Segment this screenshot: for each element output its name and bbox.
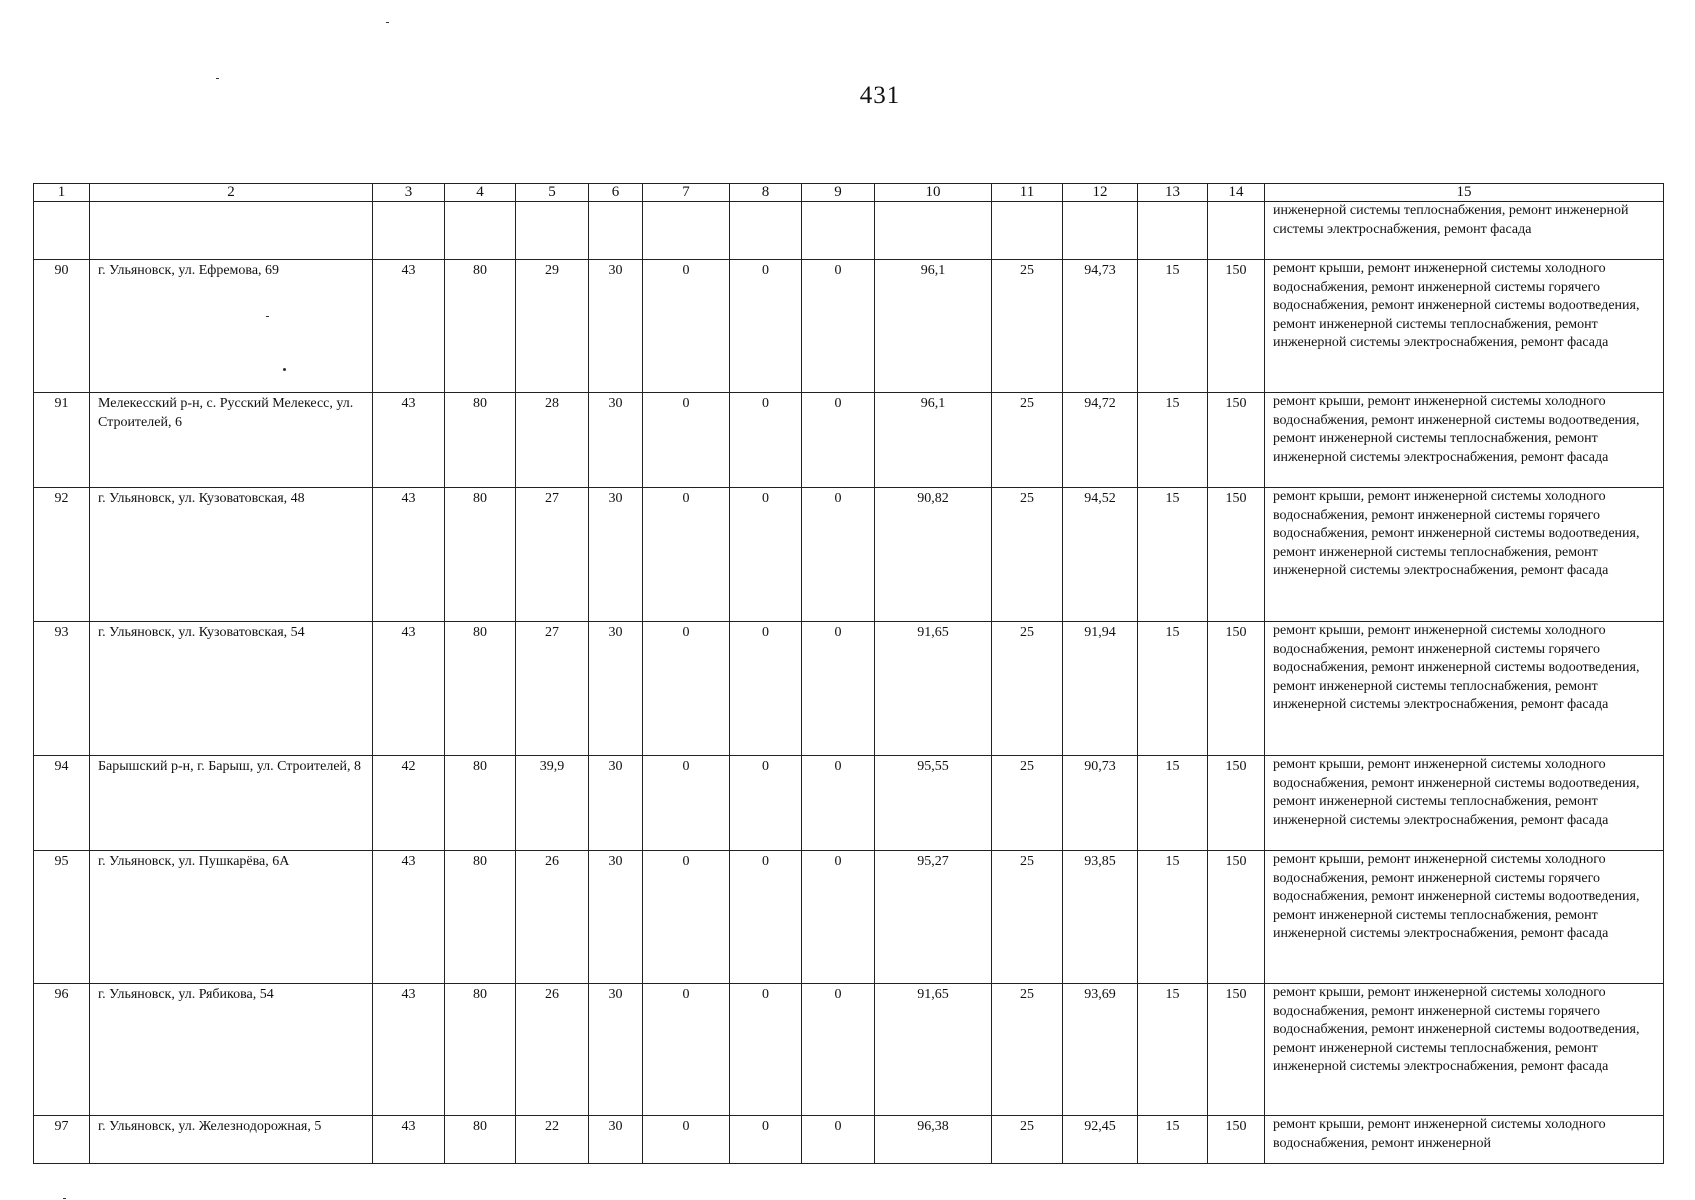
value-cell-c4: 80 — [445, 393, 516, 488]
value-cell-c11: 25 — [992, 851, 1063, 984]
value-cell-c12: 94,72 — [1063, 393, 1138, 488]
column-number: 9 — [802, 184, 875, 202]
address-cell: Мелекесский р-н, с. Русский Мелекесс, ул. Строителей, 6 — [90, 393, 373, 488]
value-cell-c4: 80 — [445, 1116, 516, 1164]
value-cell-c6: 30 — [589, 851, 643, 984]
value-cell-c10: 95,27 — [875, 851, 992, 984]
value-cell-c4: 80 — [445, 984, 516, 1116]
row-number-cell: 90 — [34, 260, 90, 393]
value-cell-c14: 150 — [1208, 984, 1265, 1116]
table-row — [34, 488, 1664, 622]
column-number: 15 — [1265, 184, 1664, 202]
works-cell: ремонт крыши, ремонт инженерной системы холодного водоснабжения, ремонт инженерной — [1265, 1116, 1664, 1164]
scan-speck — [283, 368, 286, 371]
value-cell-c10: 91,65 — [875, 984, 992, 1116]
value-cell-c8: 0 — [730, 488, 802, 622]
empty-cell — [875, 202, 992, 260]
value-cell-c6: 30 — [589, 1116, 643, 1164]
column-number: 7 — [643, 184, 730, 202]
column-number: 5 — [516, 184, 589, 202]
address-cell: г. Ульяновск, ул. Железнодорожная, 5 — [90, 1116, 373, 1164]
value-cell-c3: 43 — [373, 984, 445, 1116]
value-cell-c9: 0 — [802, 756, 875, 851]
value-cell-c4: 80 — [445, 488, 516, 622]
value-cell-c11: 25 — [992, 393, 1063, 488]
value-cell-c3: 43 — [373, 851, 445, 984]
row-number-cell: 96 — [34, 984, 90, 1116]
column-number: 12 — [1063, 184, 1138, 202]
value-cell-c3: 43 — [373, 622, 445, 756]
empty-cell — [90, 202, 373, 260]
table-row — [34, 756, 1664, 851]
value-cell-c8: 0 — [730, 984, 802, 1116]
table-row — [34, 851, 1664, 984]
column-number: 10 — [875, 184, 992, 202]
row-number-cell: 95 — [34, 851, 90, 984]
value-cell-c3: 43 — [373, 1116, 445, 1164]
value-cell-c6: 30 — [589, 756, 643, 851]
value-cell-c3: 43 — [373, 393, 445, 488]
value-cell-c5: 28 — [516, 393, 589, 488]
row-number-cell: 97 — [34, 1116, 90, 1164]
continuation-row — [34, 202, 1664, 260]
value-cell-c13: 15 — [1138, 260, 1208, 393]
empty-cell — [445, 202, 516, 260]
value-cell-c14: 150 — [1208, 260, 1265, 393]
value-cell-c6: 30 — [589, 488, 643, 622]
value-cell-c5: 22 — [516, 1116, 589, 1164]
value-cell-c13: 15 — [1138, 488, 1208, 622]
value-cell-c8: 0 — [730, 393, 802, 488]
value-cell-c11: 25 — [992, 756, 1063, 851]
value-cell-c14: 150 — [1208, 851, 1265, 984]
address-cell: Барышский р-н, г. Барыш, ул. Строителей, 8 — [90, 756, 373, 851]
value-cell-c12: 93,69 — [1063, 984, 1138, 1116]
column-number: 11 — [992, 184, 1063, 202]
row-number-cell: 92 — [34, 488, 90, 622]
table-row — [34, 393, 1664, 488]
value-cell-c10: 91,65 — [875, 622, 992, 756]
value-cell-c11: 25 — [992, 260, 1063, 393]
works-table — [33, 183, 1664, 1164]
table-row — [34, 984, 1664, 1116]
value-cell-c10: 96,1 — [875, 260, 992, 393]
value-cell-c4: 80 — [445, 756, 516, 851]
column-number: 8 — [730, 184, 802, 202]
empty-cell — [34, 202, 90, 260]
value-cell-c13: 15 — [1138, 622, 1208, 756]
address-cell: г. Ульяновск, ул. Кузоватовская, 54 — [90, 622, 373, 756]
empty-cell — [1138, 202, 1208, 260]
value-cell-c8: 0 — [730, 622, 802, 756]
value-cell-c13: 15 — [1138, 393, 1208, 488]
works-cell: ремонт крыши, ремонт инженерной системы холодного водоснабжения, ремонт инженерной системы горячего водоснабжения, ремонт инженерной системы водоотведения, ремонт инженерной системы теплоснабжения, ремонт инженерной системы электроснабжения, ремонт фасада — [1265, 851, 1664, 984]
empty-cell — [1063, 202, 1138, 260]
value-cell-c9: 0 — [802, 622, 875, 756]
value-cell-c12: 90,73 — [1063, 756, 1138, 851]
value-cell-c11: 25 — [992, 984, 1063, 1116]
address-cell: г. Ульяновск, ул. Кузоватовская, 48 — [90, 488, 373, 622]
address-cell: г. Ульяновск, ул. Ефремова, 69 — [90, 260, 373, 393]
value-cell-c5: 39,9 — [516, 756, 589, 851]
value-cell-c5: 27 — [516, 622, 589, 756]
value-cell-c13: 15 — [1138, 756, 1208, 851]
scan-speck — [266, 316, 269, 317]
address-cell: г. Ульяновск, ул. Пушкарёва, 6А — [90, 851, 373, 984]
empty-cell — [1208, 202, 1265, 260]
value-cell-c14: 150 — [1208, 488, 1265, 622]
value-cell-c9: 0 — [802, 1116, 875, 1164]
works-cell: ремонт крыши, ремонт инженерной системы холодного водоснабжения, ремонт инженерной системы горячего водоснабжения, ремонт инженерной системы водоотведения, ремонт инженерной системы теплоснабжения, ремонт инженерной системы электроснабжения, ремонт фасада — [1265, 622, 1664, 756]
value-cell-c10: 96,38 — [875, 1116, 992, 1164]
column-number: 13 — [1138, 184, 1208, 202]
value-cell-c7: 0 — [643, 1116, 730, 1164]
value-cell-c12: 94,52 — [1063, 488, 1138, 622]
column-number-row — [34, 184, 1664, 202]
value-cell-c4: 80 — [445, 851, 516, 984]
column-number: 6 — [589, 184, 643, 202]
value-cell-c9: 0 — [802, 984, 875, 1116]
value-cell-c6: 30 — [589, 260, 643, 393]
value-cell-c13: 15 — [1138, 1116, 1208, 1164]
row-number-cell: 94 — [34, 756, 90, 851]
value-cell-c3: 43 — [373, 488, 445, 622]
value-cell-c9: 0 — [802, 851, 875, 984]
value-cell-c8: 0 — [730, 1116, 802, 1164]
value-cell-c3: 42 — [373, 756, 445, 851]
value-cell-c7: 0 — [643, 393, 730, 488]
table-row — [34, 1116, 1664, 1164]
value-cell-c8: 0 — [730, 851, 802, 984]
value-cell-c9: 0 — [802, 260, 875, 393]
row-number-cell: 91 — [34, 393, 90, 488]
value-cell-c14: 150 — [1208, 756, 1265, 851]
empty-cell — [589, 202, 643, 260]
empty-cell — [516, 202, 589, 260]
works-cell: ремонт крыши, ремонт инженерной системы холодного водоснабжения, ремонт инженерной системы горячего водоснабжения, ремонт инженерной системы водоотведения, ремонт инженерной системы теплоснабжения, ремонт инженерной системы электроснабжения, ремонт фасада — [1265, 488, 1664, 622]
value-cell-c7: 0 — [643, 622, 730, 756]
column-number: 4 — [445, 184, 516, 202]
value-cell-c8: 0 — [730, 260, 802, 393]
works-cell: ремонт крыши, ремонт инженерной системы холодного водоснабжения, ремонт инженерной системы водоотведения, ремонт инженерной системы теплоснабжения, ремонт инженерной системы электроснабжения, ремонт фасада — [1265, 393, 1664, 488]
row-number-cell: 93 — [34, 622, 90, 756]
value-cell-c12: 91,94 — [1063, 622, 1138, 756]
column-number: 14 — [1208, 184, 1265, 202]
value-cell-c13: 15 — [1138, 851, 1208, 984]
empty-cell — [730, 202, 802, 260]
value-cell-c8: 0 — [730, 756, 802, 851]
value-cell-c7: 0 — [643, 984, 730, 1116]
value-cell-c4: 80 — [445, 260, 516, 393]
value-cell-c4: 80 — [445, 622, 516, 756]
continuation-works-cell: инженерной системы теплоснабжения, ремонт инженерной системы электроснабжения, ремонт фасада — [1265, 202, 1664, 260]
scan-speck — [216, 78, 219, 79]
value-cell-c7: 0 — [643, 488, 730, 622]
value-cell-c3: 43 — [373, 260, 445, 393]
value-cell-c14: 150 — [1208, 622, 1265, 756]
empty-cell — [643, 202, 730, 260]
value-cell-c9: 0 — [802, 393, 875, 488]
value-cell-c13: 15 — [1138, 984, 1208, 1116]
works-cell: ремонт крыши, ремонт инженерной системы холодного водоснабжения, ремонт инженерной системы водоотведения, ремонт инженерной системы теплоснабжения, ремонт инженерной системы электроснабжения, ремонт фасада — [1265, 756, 1664, 851]
value-cell-c14: 150 — [1208, 1116, 1265, 1164]
value-cell-c5: 27 — [516, 488, 589, 622]
scan-speck — [63, 1198, 66, 1199]
value-cell-c14: 150 — [1208, 393, 1265, 488]
value-cell-c12: 93,85 — [1063, 851, 1138, 984]
value-cell-c7: 0 — [643, 260, 730, 393]
column-number: 3 — [373, 184, 445, 202]
value-cell-c5: 29 — [516, 260, 589, 393]
value-cell-c11: 25 — [992, 488, 1063, 622]
table-row — [34, 260, 1664, 393]
scan-speck — [386, 22, 389, 23]
empty-cell — [802, 202, 875, 260]
empty-cell — [992, 202, 1063, 260]
column-number: 2 — [90, 184, 373, 202]
value-cell-c10: 95,55 — [875, 756, 992, 851]
value-cell-c12: 92,45 — [1063, 1116, 1138, 1164]
table-body — [34, 184, 1664, 1164]
value-cell-c5: 26 — [516, 984, 589, 1116]
value-cell-c12: 94,73 — [1063, 260, 1138, 393]
empty-cell — [373, 202, 445, 260]
value-cell-c10: 90,82 — [875, 488, 992, 622]
value-cell-c5: 26 — [516, 851, 589, 984]
page-number: 431 — [859, 82, 901, 109]
value-cell-c7: 0 — [643, 851, 730, 984]
table-row — [34, 622, 1664, 756]
value-cell-c11: 25 — [992, 622, 1063, 756]
value-cell-c6: 30 — [589, 622, 643, 756]
value-cell-c10: 96,1 — [875, 393, 992, 488]
value-cell-c6: 30 — [589, 984, 643, 1116]
works-cell: ремонт крыши, ремонт инженерной системы холодного водоснабжения, ремонт инженерной системы горячего водоснабжения, ремонт инженерной системы водоотведения, ремонт инженерной системы теплоснабжения, ремонт инженерной системы электроснабжения, ремонт фасада — [1265, 984, 1664, 1116]
column-number: 1 — [34, 184, 90, 202]
works-cell: ремонт крыши, ремонт инженерной системы холодного водоснабжения, ремонт инженерной системы горячего водоснабжения, ремонт инженерной системы водоотведения, ремонт инженерной системы теплоснабжения, ремонт инженерной системы электроснабжения, ремонт фасада — [1265, 260, 1664, 393]
value-cell-c11: 25 — [992, 1116, 1063, 1164]
address-cell: г. Ульяновск, ул. Рябикова, 54 — [90, 984, 373, 1116]
value-cell-c9: 0 — [802, 488, 875, 622]
value-cell-c7: 0 — [643, 756, 730, 851]
value-cell-c6: 30 — [589, 393, 643, 488]
